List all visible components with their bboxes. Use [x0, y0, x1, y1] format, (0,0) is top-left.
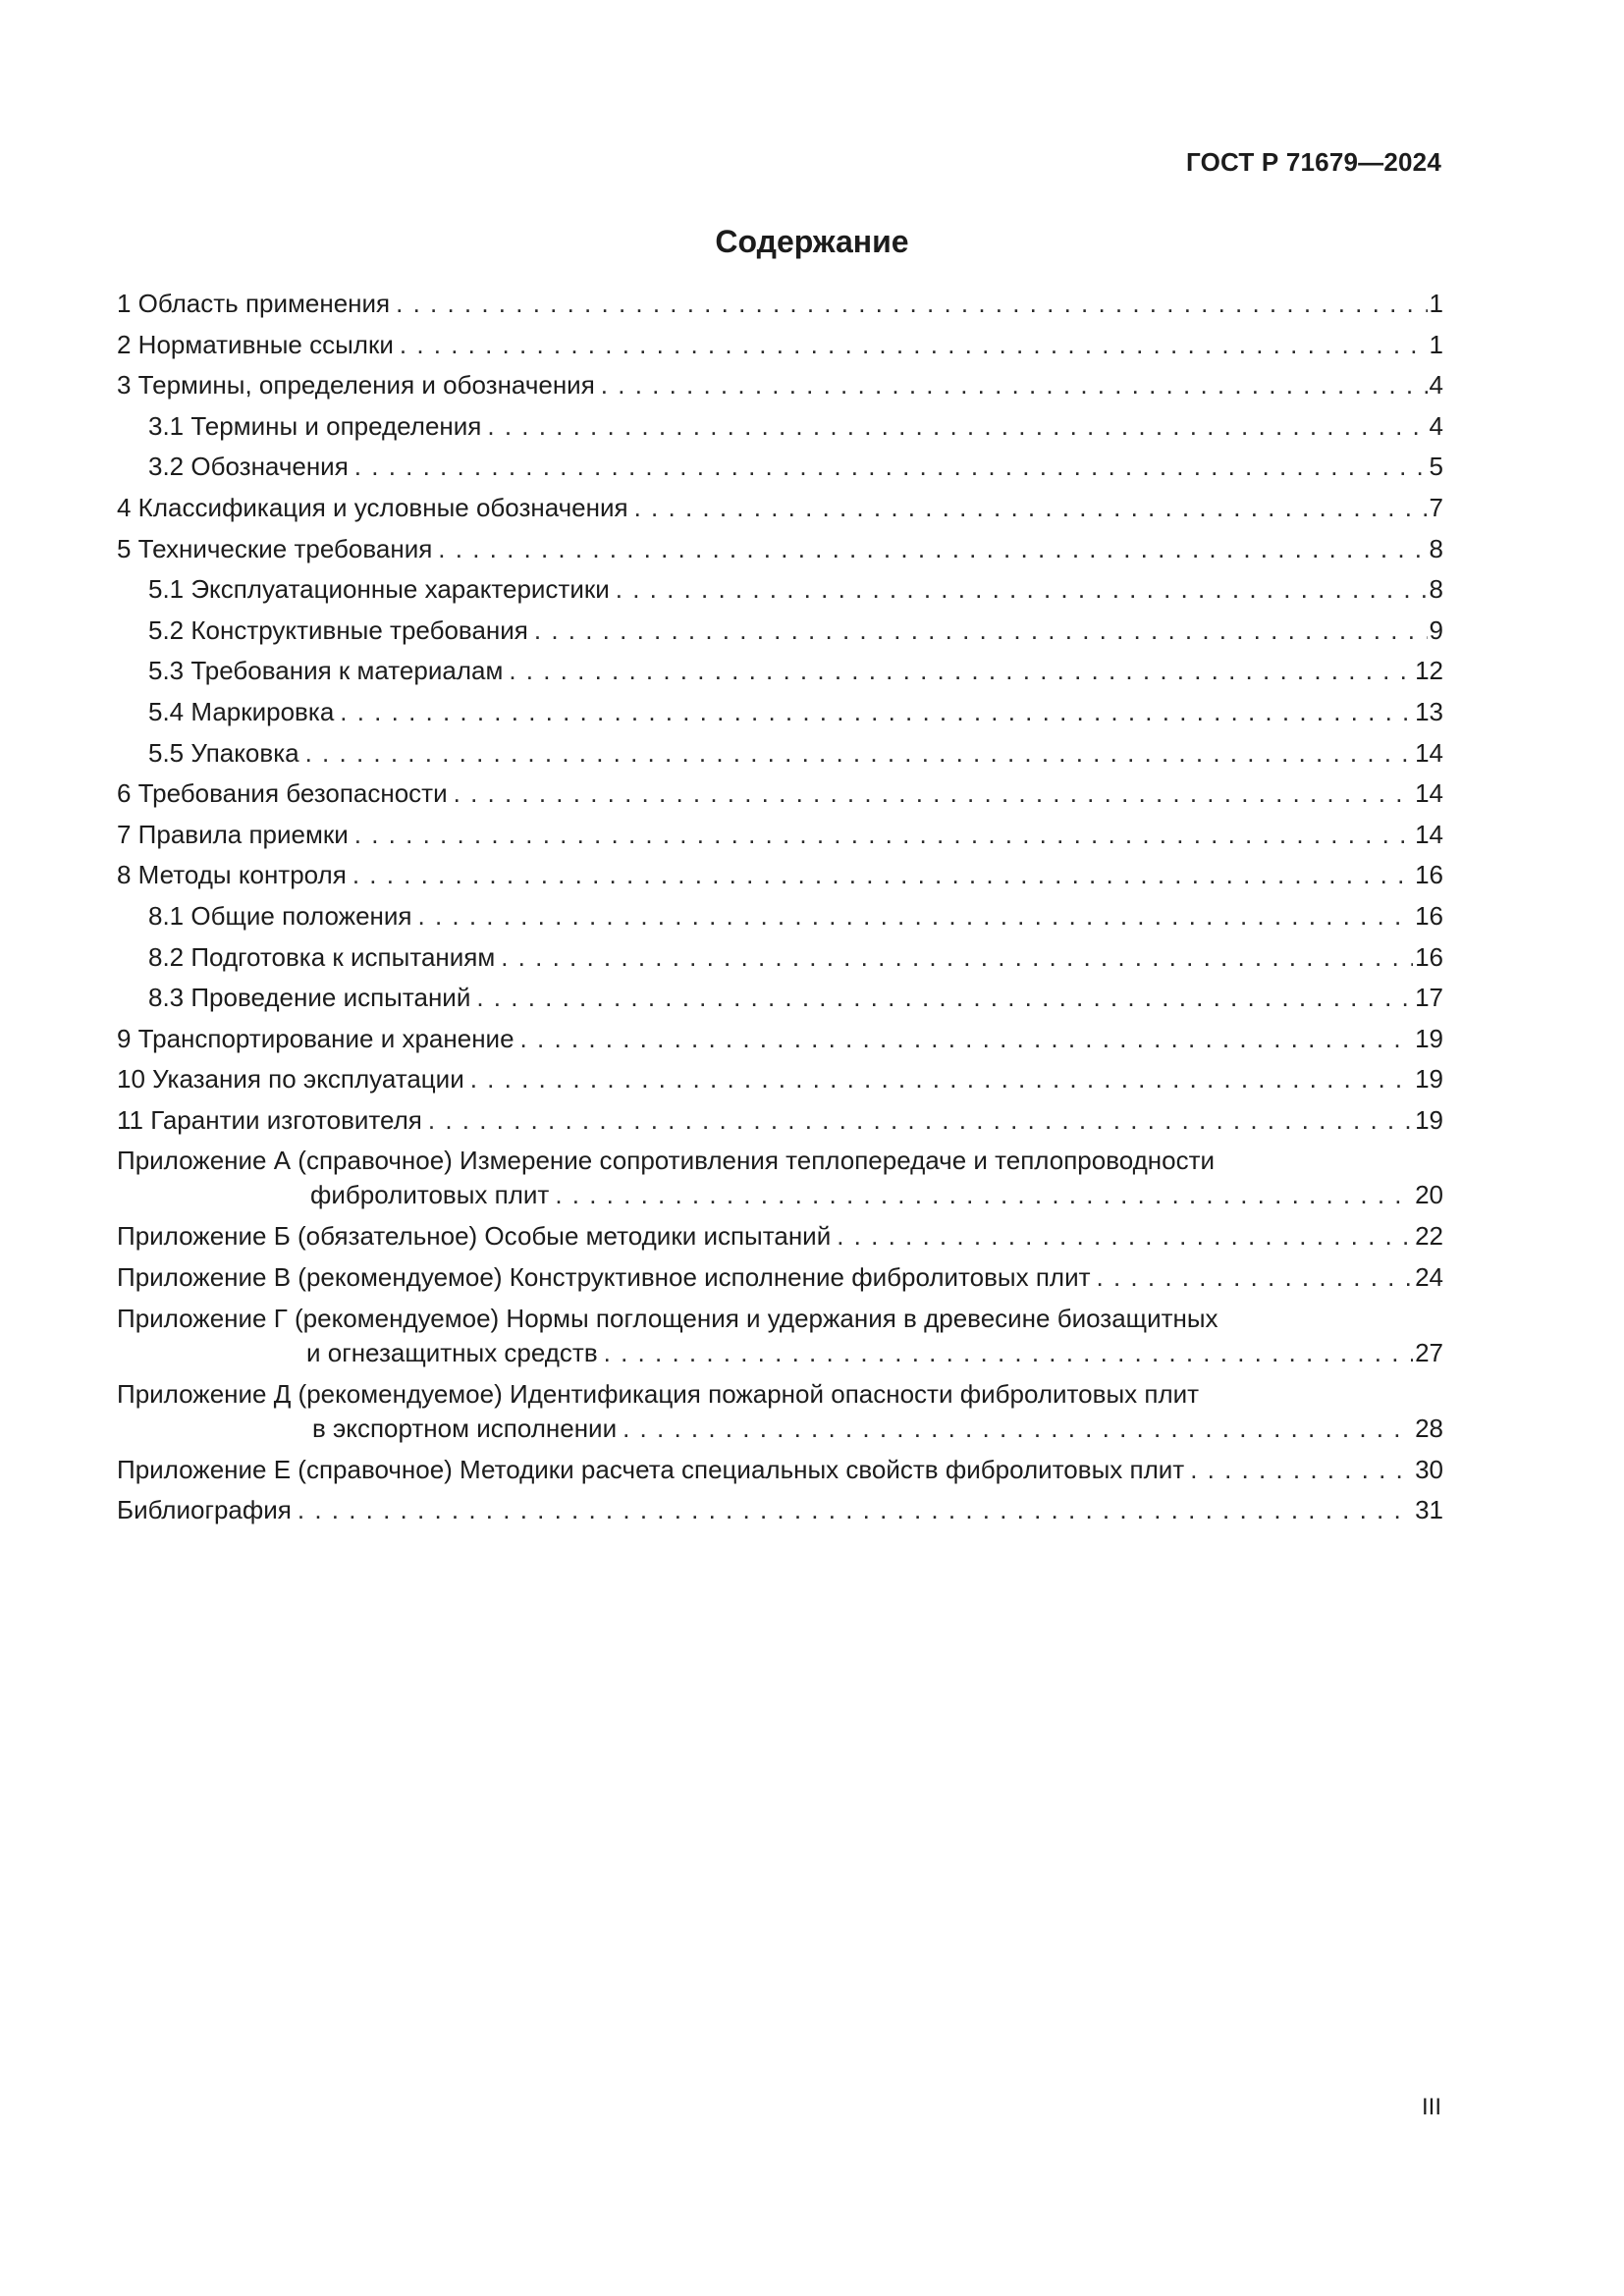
- toc-entry-8-1[interactable]: [117, 898, 1443, 939]
- toc-entry-page: 12: [1415, 656, 1443, 686]
- toc-entry-bibliography[interactable]: [117, 1492, 1443, 1533]
- toc-entry-page: 1: [1429, 289, 1443, 318]
- toc-entry-appendix-d[interactable]: [117, 1376, 1443, 1452]
- toc-entry-page: 24: [1415, 1262, 1443, 1293]
- leader-dots: [487, 408, 1427, 444]
- toc-entry-page: 30: [1415, 1454, 1443, 1484]
- leader-dots: [396, 286, 1427, 321]
- leader-dots: [604, 1335, 1413, 1370]
- leader-dots: [298, 1492, 1413, 1527]
- toc-entry-label: 6 Требования безопасности: [117, 778, 448, 809]
- toc-entry-page: 31: [1415, 1495, 1443, 1525]
- leader-dots: [428, 1102, 1413, 1138]
- toc-entry-label: Библиография: [117, 1495, 292, 1525]
- toc-entry-label: 3 Термины, определения и обозначения: [117, 370, 595, 400]
- leader-dots: [555, 1177, 1413, 1212]
- toc-entry-label: 11 Гарантии изготовителя: [117, 1104, 422, 1135]
- toc-entry-label: 5.5 Упаковка: [148, 737, 299, 768]
- toc-entry-page: 19: [1415, 1064, 1443, 1095]
- toc-entry-1[interactable]: [117, 286, 1443, 327]
- toc-entry-2[interactable]: [117, 327, 1443, 368]
- toc-entry-appendix-g[interactable]: [117, 1301, 1443, 1376]
- toc-entry-label: 8.1 Общие положения: [148, 900, 412, 931]
- document-code: ГОСТ Р 71679—2024: [1186, 147, 1441, 177]
- toc-entry-label: Приложение Е (справочное) Методики расчета специальных свойств фибролитовых плит: [117, 1454, 1185, 1484]
- leader-dots: [438, 531, 1427, 566]
- toc-entry-page: 16: [1415, 900, 1443, 931]
- leader-dots: [520, 1021, 1414, 1056]
- toc-entry-page: 20: [1415, 1180, 1443, 1210]
- toc-entry-label: 7 Правила приемки: [117, 819, 349, 849]
- toc-entry-label: Приложение В (рекомендуемое) Конструктивное исполнение фибролитовых плит: [117, 1262, 1091, 1293]
- toc-entry-page: 1: [1429, 329, 1443, 359]
- toc-entry-label: 8 Методы контроля: [117, 860, 347, 890]
- toc-entry-page: 14: [1415, 819, 1443, 849]
- toc-entry-page: 14: [1415, 778, 1443, 809]
- toc-entry-page: 22: [1415, 1221, 1443, 1252]
- toc-title: Содержание: [715, 224, 909, 259]
- leader-dots: [509, 653, 1413, 688]
- toc-entry-label-continued: и огнезащитных средств: [306, 1337, 598, 1367]
- toc-entry-page: 16: [1415, 941, 1443, 972]
- toc-entry-page: 5: [1429, 452, 1443, 482]
- toc-entry-page: 8: [1429, 533, 1443, 563]
- leader-dots: [470, 1061, 1413, 1096]
- toc-entry-5[interactable]: [117, 531, 1443, 572]
- leader-dots: [400, 327, 1428, 362]
- toc-entry-label: 5.4 Маркировка: [148, 696, 335, 726]
- toc-entry-7[interactable]: [117, 817, 1443, 858]
- leader-dots: [305, 735, 1413, 771]
- toc-entry-5-4[interactable]: [117, 694, 1443, 735]
- toc-entry-8[interactable]: [117, 857, 1443, 898]
- toc-entry-page: 4: [1429, 410, 1443, 441]
- toc-entry-8-3[interactable]: [117, 980, 1443, 1021]
- leader-dots: [634, 490, 1428, 525]
- toc-entry-label: 5.1 Эксплуатационные характеристики: [148, 574, 610, 605]
- leader-dots: [1097, 1259, 1414, 1295]
- toc-entry-label: 3.2 Обозначения: [148, 452, 349, 482]
- leader-dots: [534, 613, 1428, 648]
- leader-dots: [418, 898, 1414, 934]
- leader-dots: [354, 817, 1413, 852]
- toc-entry-9[interactable]: [117, 1021, 1443, 1062]
- toc-entry-page: 17: [1415, 983, 1443, 1013]
- toc-entry-page: 28: [1415, 1413, 1443, 1443]
- toc-entry-page: 9: [1429, 614, 1443, 645]
- leader-dots: [340, 694, 1413, 729]
- toc-entry-page: 8: [1429, 574, 1443, 605]
- toc-entry-label: 9 Транспортирование и хранение: [117, 1023, 514, 1053]
- toc-entry-page: 19: [1415, 1023, 1443, 1053]
- leader-dots: [354, 449, 1428, 484]
- leader-dots: [623, 1411, 1413, 1446]
- toc-entry-11[interactable]: [117, 1102, 1443, 1144]
- table-of-contents: [117, 286, 1443, 1533]
- toc-entry-5-3[interactable]: [117, 653, 1443, 694]
- toc-entry-4[interactable]: [117, 490, 1443, 531]
- toc-entry-page: 27: [1415, 1337, 1443, 1367]
- toc-entry-appendix-e[interactable]: [117, 1452, 1443, 1493]
- toc-entry-page: 4: [1429, 370, 1443, 400]
- toc-entry-label: 10 Указания по эксплуатации: [117, 1064, 464, 1095]
- toc-entry-appendix-b[interactable]: [117, 1218, 1443, 1259]
- toc-entry-5-1[interactable]: [117, 571, 1443, 613]
- toc-entry-label: Приложение Д (рекомендуемое) Идентификация пожарной опасности фибролитовых плит: [117, 1378, 1200, 1409]
- leader-dots: [454, 775, 1413, 811]
- toc-entry-3-2[interactable]: [117, 449, 1443, 490]
- leader-dots: [352, 857, 1413, 892]
- toc-entry-label: 3.1 Термины и определения: [148, 410, 482, 441]
- leader-dots: [1190, 1452, 1413, 1487]
- toc-entry-label: Приложение Б (обязательное) Особые методики испытаний: [117, 1221, 832, 1252]
- toc-entry-label: 5.2 Конструктивные требования: [148, 614, 528, 645]
- leader-dots: [476, 980, 1413, 1015]
- toc-entry-label: 5 Технические требования: [117, 533, 433, 563]
- toc-entry-label: Приложение А (справочное) Измерение сопротивления теплопередаче и теплопроводности: [117, 1146, 1216, 1176]
- page-number: III: [1421, 2094, 1441, 2120]
- toc-entry-6[interactable]: [117, 775, 1443, 817]
- toc-entry-page: 7: [1429, 492, 1443, 522]
- toc-entry-label: Приложение Г (рекомендуемое) Нормы поглощения и удержания в древесине биозащитных: [117, 1303, 1218, 1333]
- leader-dots: [837, 1218, 1413, 1254]
- toc-entry-page: 16: [1415, 860, 1443, 890]
- toc-entry-label: 5.3 Требования к материалам: [148, 656, 504, 686]
- toc-entry-page: 19: [1415, 1104, 1443, 1135]
- toc-entry-label: 2 Нормативные ссылки: [117, 329, 394, 359]
- toc-entry-3-1[interactable]: [117, 408, 1443, 450]
- toc-entry-5-2[interactable]: [117, 613, 1443, 654]
- leader-dots: [501, 939, 1413, 975]
- toc-entry-10[interactable]: [117, 1061, 1443, 1102]
- toc-entry-8-2[interactable]: [117, 939, 1443, 981]
- leader-dots: [601, 367, 1428, 402]
- toc-entry-5-5[interactable]: [117, 735, 1443, 776]
- toc-entry-appendix-v[interactable]: [117, 1259, 1443, 1301]
- toc-entry-label-continued: фибролитовых плит: [310, 1180, 550, 1210]
- toc-entry-label: 8.3 Проведение испытаний: [148, 983, 471, 1013]
- toc-entry-label: 4 Классификация и условные обозначения: [117, 492, 628, 522]
- leader-dots: [616, 571, 1428, 607]
- toc-entry-label-continued: в экспортном исполнении: [312, 1413, 618, 1443]
- toc-entry-label: 8.2 Подготовка к испытаниям: [148, 941, 496, 972]
- toc-entry-3[interactable]: [117, 367, 1443, 408]
- toc-entry-label: 1 Область применения: [117, 289, 391, 318]
- toc-entry-page: 14: [1415, 737, 1443, 768]
- toc-entry-appendix-a[interactable]: [117, 1143, 1443, 1218]
- toc-entry-page: 13: [1415, 696, 1443, 726]
